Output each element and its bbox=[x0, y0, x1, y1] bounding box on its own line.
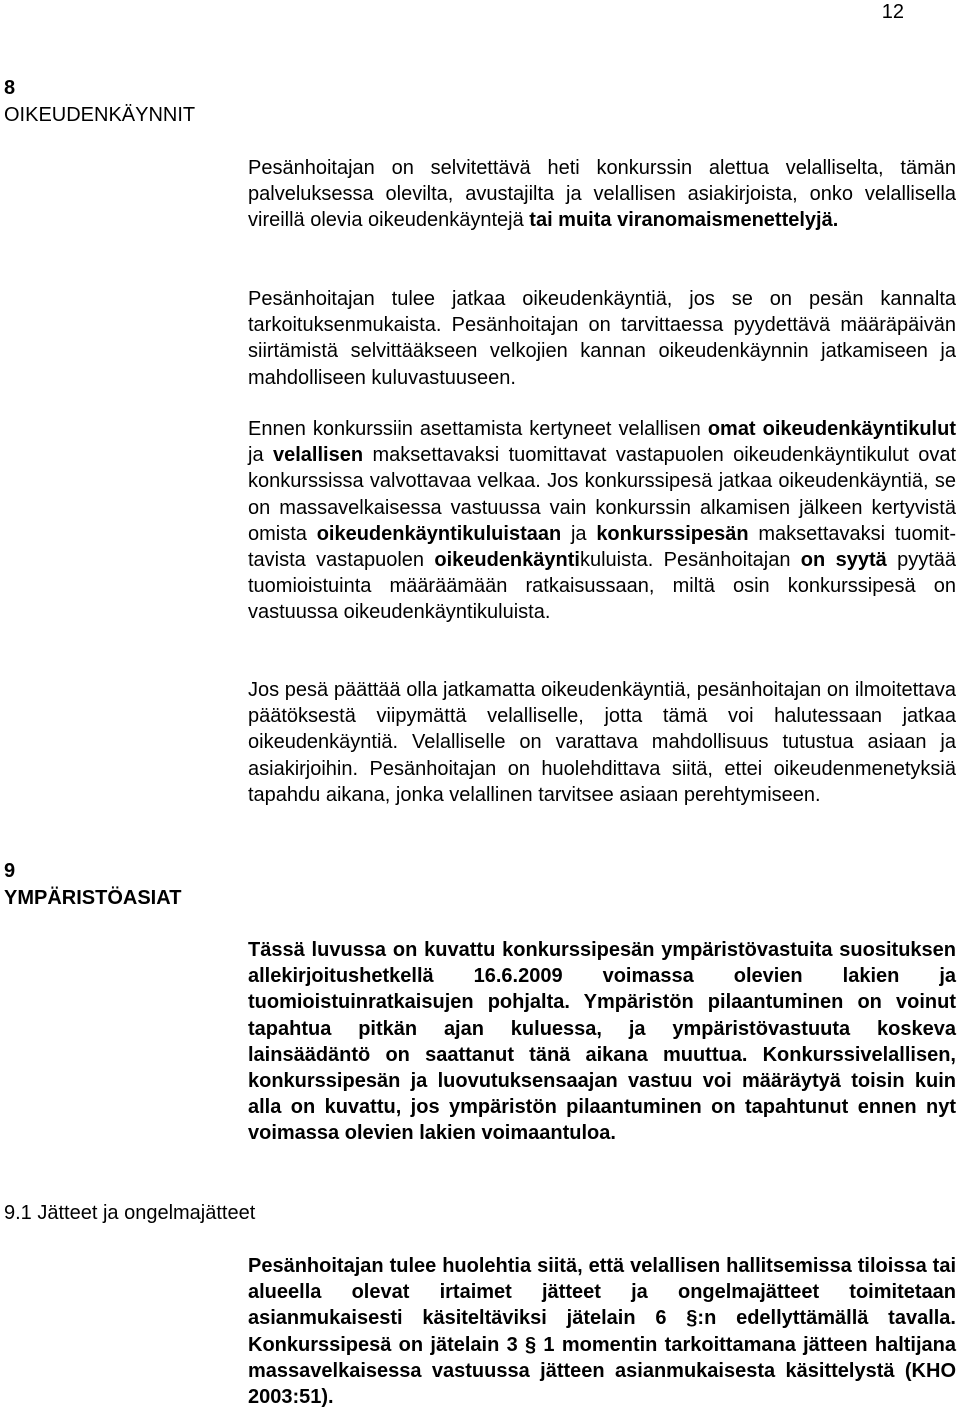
section-number: 8 bbox=[4, 77, 16, 99]
paragraph bbox=[248, 155, 956, 234]
paragraph bbox=[248, 937, 956, 1147]
text: ja bbox=[561, 522, 597, 545]
text: Pesänhoitajan tulee huolehtia siitä, että velallisen hallitsemissa tiloissa tai alueella olevat irtaimet jätteet ja ongelmajätteet toimitetaan asianmukaisesti käsiteltäviksi jätelain 6 §:n edellyttämällä tavalla. Konkurssipesä on jätelain 3 § 1 momentin tarkoittamana jätteen haltijana massavelkaisessa vastuussa jätteen asianmukaisesta käsittelystä (KHO 2003:51). bbox=[248, 1255, 956, 1409]
text: Pesänhoitajan on selvitettävä heti konkurssin alettua velalliselta, tämän palveluksessa olevilta, avustajilta ja velallisen asiakirjoista, onko velallisella vireillä olevia oikeudenkäyntejä bbox=[248, 157, 956, 232]
paragraph bbox=[248, 416, 956, 626]
paragraph bbox=[248, 286, 956, 391]
bold-text: oikeudenkäynti bbox=[434, 549, 580, 572]
page-number: 12 bbox=[881, 1, 904, 23]
text: ja bbox=[248, 444, 273, 467]
text: pyytää tuomioistuinta määräämään ratkaisussaan, miltä osin konkurssipesä on vastuussa oikeudenkäyntikuluista. bbox=[248, 549, 957, 624]
section-title: YMPÄRISTÖASIAT bbox=[4, 887, 182, 909]
section-title: OIKEUDENKÄYNNIT bbox=[4, 104, 196, 126]
text: Pesänhoitajan tulee jatkaa oikeudenkäyntiä, jos se on pesän kannalta tarkoituksenmukaista. Pesänhoitajan on tarvittaessa pyydettävä määräpäivän siirtämistä selvittääkseen velkojien kannan oikeudenkäynnin jatkamiseen ja mahdolliseen kuluvastuuseen. bbox=[248, 288, 956, 389]
text: Ennen konkurssiin asettamista kertyneet velallisen bbox=[248, 418, 708, 440]
section-9-1-heading bbox=[4, 1200, 255, 1227]
text: Tässä luvussa on kuvattu konkurssipesän ympäristövastuita suosituksen allekirjoitushetkellä 16.6.2009 voimassa olevien lakien ja tuomioistuinratkaisujen pohjalta. Ympäristön pilaantuminen on voinut tapahtua pitkän ajan kuluessa, ja ympäristövastuuta koskeva lainsäädäntö on saattanut tänä aikana muuttua. Konkurssivelallisen, konkurssipesän ja luovutuksensaajan vastuu voi määräytyä toisin kuin alla on kuvattu, jos ympäristön pilaantuminen on tapahtunut ennen nyt voimassa olevien lakien voimaantuloa. bbox=[248, 939, 956, 1145]
bold-text: oikeudenkäyntikuluistaan bbox=[316, 522, 562, 545]
text: maksettavaksi tuomittavat vastapuolen oikeudenkäyntikulut ovat konkurssissa valvottavaa velkaa. Jos konkurssipesä jatkaa oikeudenkäyntiä, se on massavelkaisessa vastuussa vain konkurssin alkamisen jälkeen kertyvistä omista bbox=[248, 444, 956, 545]
section-8-heading bbox=[4, 75, 195, 129]
text: kuluista. Pesänhoitajan bbox=[579, 549, 801, 572]
subsection-title: 9.1 Jätteet ja ongelmajätteet bbox=[4, 1202, 256, 1224]
text: maksettavaksi tuomittavista vastapuolen bbox=[248, 522, 956, 572]
bold-text: konkurssipesän bbox=[596, 522, 749, 545]
paragraph bbox=[248, 677, 956, 808]
section-number: 9 bbox=[4, 860, 16, 882]
bold-text: omat oikeudenkäyntikulut bbox=[707, 418, 956, 440]
paragraph bbox=[248, 1253, 956, 1410]
section-9-heading bbox=[4, 858, 181, 912]
bold-text: tai muita viranomaismenettelyjä. bbox=[529, 209, 839, 232]
bold-text: on syytä bbox=[800, 549, 887, 572]
bold-text: velallisen bbox=[272, 444, 364, 467]
text: Jos pesä päättää olla jatkamatta oikeudenkäyntiä, pesänhoitajan on ilmoitettava päätöksestä viipymättä velalliselle, jotta tämä voi halutessaan jatkaa oikeudenkäyntiä. Velalliselle on varattava mahdollisuus tutustua asiaan ja asiakirjoihin. Pesänhoitajan on huolehdittava siitä, ettei oikeudenmenetyksiä tapahdu aikana, jonka velallinen tarvitsee asiaan perehtymiseen. bbox=[248, 679, 956, 806]
